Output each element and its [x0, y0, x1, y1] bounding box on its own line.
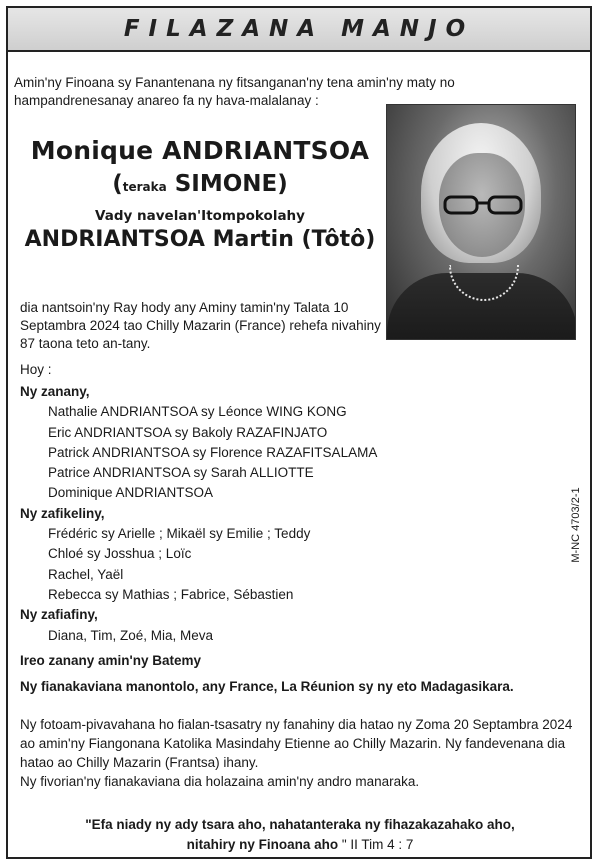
bible-quote [40, 815, 560, 855]
list-item: Rachel, Yaël [48, 566, 124, 582]
header-banner [8, 8, 590, 52]
children-title: Ny zanany, [20, 384, 90, 399]
list-item: Patrick ANDRIANTSOA sy Florence RAZAFITSALAMA [48, 444, 378, 460]
glasses-icon [443, 195, 523, 215]
family-meeting-text: Ny fivorian'ny fianakaviana dia holazaina amin'ny andro manaraka. [20, 774, 420, 789]
alias-open-paren: ( [112, 171, 123, 197]
quote-reference: " II Tim 4 : 7 [338, 837, 414, 852]
alias-prefix: teraka [122, 180, 167, 194]
alias-name: SIMONE) [174, 171, 288, 197]
list-item: Chloé sy Josshua ; Loïc [48, 546, 192, 562]
funeral-details [20, 715, 578, 791]
funeral-service-text: Ny fotoam-pivavahana ho fialan-tsasatry ny fanahiny dia hatao ny Zoma 20 Septambra 2024 ao amin'ny Fiangonana Katolika Masindahy Etienne ao Chilly Mazarin. Ny fandevenana dia hatao ao Chilly Mazarin (Frantsa) ihany. [20, 717, 573, 770]
family-list [20, 382, 560, 646]
list-item: Eric ANDRIANTSOA sy Bakoly RAZAFINJATO [48, 424, 328, 440]
deceased-name: Monique ANDRIANTSOA [30, 136, 370, 165]
list-item: Diana, Tim, Zoé, Mia, Meva [48, 627, 214, 643]
banner-title: FILAZANA MANJO [123, 16, 475, 42]
quote-line-2: nitahiry ny Finoana aho [186, 837, 339, 852]
deceased-alias [14, 167, 386, 204]
spouse-name: ANDRIANTSOA Martin (Tôtô) [24, 227, 376, 252]
deceased-name-block [14, 135, 386, 254]
grandchildren-title: Ny zafikeliny, [20, 505, 105, 521]
death-announcement: dia nantsoin'ny Ray hody any Aminy tamin'ny Talata 10 Septambra 2024 tao Chilly Mazarin (France) rehefa nivahiny 87 taona teto an-tany. [20, 300, 381, 351]
family-line: Ny fianakaviana manontolo, any France, La Réunion sy ny eto Madagasikara. [20, 679, 514, 694]
godchildren-line: Ireo zanany amin'ny Batemy [20, 653, 202, 668]
list-item: Rebecca sy Mathias ; Fabrice, Sébastien [48, 586, 294, 602]
list-item: Dominique ANDRIANTSOA [48, 485, 214, 501]
quote-line-1: "Efa niady ny ady tsara aho, nahatanteraka ny fihazakazahako aho, [85, 817, 515, 832]
portrait-photo [386, 104, 576, 340]
list-item: Patrice ANDRIANTSOA sy Sarah ALLIOTTE [48, 465, 314, 481]
spouse-label: Vady navelan'Itompokolahy [95, 208, 305, 224]
list-item: Frédéric sy Arielle ; Mikaël sy Emilie ; Teddy [48, 526, 311, 542]
reference-code: M-NC 4703/2-1 [570, 487, 582, 563]
list-item: Nathalie ANDRIANTSOA sy Léonce WING KONG [48, 404, 347, 420]
intro-text: Amin'ny Finoana sy Fanantenana ny fitsanganan'ny tena amin'ny maty no hampandrenesanay anareo fa ny hava-malalanay : [14, 75, 455, 108]
hoy-label: Hoy : [20, 362, 52, 377]
great-grandchildren-title: Ny zafiafiny, [20, 607, 98, 623]
